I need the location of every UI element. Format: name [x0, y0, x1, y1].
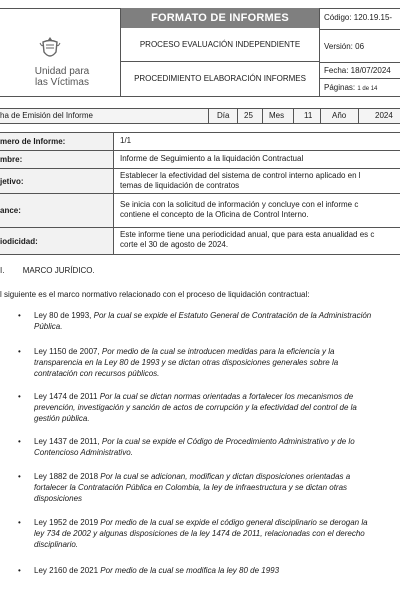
- info-row-scope: [0, 193, 400, 227]
- logo-text-line1: Unidad para: [34, 66, 90, 77]
- bullet-icon: •: [18, 311, 21, 320]
- info-value-line2: contiene el concepto de la Oficina de Control Interno.: [120, 210, 309, 219]
- bullet-icon: •: [18, 437, 21, 446]
- pages-value: 1 de 14: [357, 86, 378, 92]
- doc-version: Versión: 06: [324, 42, 365, 51]
- month-value: 11: [304, 111, 313, 120]
- month-label: Mes: [269, 111, 285, 120]
- info-label: mbre:: [0, 151, 114, 168]
- year-label: Año: [332, 111, 347, 120]
- doc-pages: [324, 83, 377, 92]
- info-row-periodicity: [0, 227, 400, 255]
- bullet-icon: •: [18, 566, 21, 575]
- info-value-line1: Este informe tiene una periodicidad anual, que para esta anualidad es c: [120, 230, 375, 239]
- info-label: jetivo:: [0, 169, 114, 193]
- info-value-line2: temas de liquidación de contratos: [120, 181, 240, 190]
- section-number: I.: [0, 266, 5, 275]
- bullet-icon: •: [18, 472, 21, 481]
- format-title: FORMATO DE INFORMES: [121, 8, 319, 28]
- emission-date-label: ha de Emisión del Informe: [0, 111, 93, 120]
- year-value: 2024: [375, 111, 393, 120]
- info-value-line1: Se inicia con la solicitud de información y concluye con el informe c: [120, 200, 359, 209]
- day-label: Día: [217, 111, 230, 120]
- info-row-name: [0, 150, 400, 168]
- document-header: [0, 8, 400, 98]
- info-value-line2: corte el 30 de agosto de 2024.: [120, 240, 229, 249]
- info-label: iodicidad:: [0, 228, 114, 254]
- doc-code: Código: 120.19.15-: [324, 13, 393, 22]
- pages-label: Páginas:: [324, 83, 356, 92]
- logo-text-line2: las Víctimas: [35, 77, 89, 88]
- section-heading: [0, 266, 95, 275]
- bullet-icon: •: [18, 392, 21, 401]
- info-value: Informe de Seguimiento a la liquidación Contractual: [120, 154, 304, 163]
- info-value-line1: Establecer la efectividad del sistema de control interno aplicado en l: [120, 171, 361, 180]
- bullet-icon: •: [18, 518, 21, 527]
- doc-date: Fecha: 18/07/2024: [324, 66, 391, 75]
- coat-of-arms-icon: [38, 36, 62, 62]
- bullet-icon: •: [18, 347, 21, 356]
- info-label: ance:: [0, 194, 114, 227]
- info-row-objective: [0, 168, 400, 193]
- section-title: MARCO JURÍDICO.: [22, 266, 95, 275]
- intro-paragraph: l siguiente es el marco normativo relacionado con el proceso de liquidación contractual:: [0, 290, 310, 299]
- process-name: PROCESO EVALUACIÓN INDEPENDIENTE: [121, 29, 319, 62]
- procedure-name: PROCEDIMIENTO ELABORACIÓN INFORMES: [134, 74, 306, 83]
- info-value: 1/1: [120, 136, 132, 145]
- document-page: Unidad para las Víctimas FORMATO DE INFORMES PROCESO EVALUACIÓN INDEPENDIENTE PROCEDIMIENTO ELABORACIÓN INFORMES Código: 120.19.15- Versión: 06 Fecha: 18/07/2024 Páginas: 1 de 14 ha de Emisión del Informe Día 25 Mes 11 Año 2024 mero de Informe: 1/1 mbre: Informe de Seguimiento a la liquidación Contractual jetivo: Establecer la efectividad del sistema de control interno aplicado en l temas de liquidación de contratos ance: Se inicia con la solicitud de información y concluye con el informe c contiene el concepto de la Oficina de Control Interno. iodicidad: Este informe tiene una periodicidad anual, que para esta anualidad es c corte el 30 de agosto de 2024. I. MARCO JURÍDICO. l siguiente es el marco normativo relacionado con el proceso de liquidación contractual: • Ley 80 de 1993, Por la cual se expide el Estatuto General de Contratación de la Administración Pública. • Ley 1150 de 2007, Por medio de la cual se introducen medidas para la eficiencia y la transparencia en la Ley 80 de 1993 y se dictan otras disposiciones generales sobre la contratación con recursos públicos. • Ley 1474 de 2011 Por la cual se dictan normas orientadas a fortalecer los mecanismos de prevención, investigación y sanción de actos de corrupción y la efectividad del control de la gestión pública. • Ley 1437 de 2011, Por la cual se expide el Código de Procedimiento Administrativo y de lo Contencioso Administrativo. • Ley 1882 de 2018 Por la cual se adicionan, modifican y dictan disposiciones orientadas a fortalecer la Contratación Pública en Colombia, la ley de infraestructura y se dictan otras disposiciones • Ley 1952 de 2019 Por medio de la cual se expide el código general disciplinario se derogan la ley 734 de 2002 y algunas disposiciones de la ley 1474 de 2011, relacionadas con el derecho disciplinario. • Ley 2160 de 2021 Por medio de la cual se modifica la ley 80 de 1993: [0, 0, 400, 600]
- info-label: mero de Informe:: [0, 133, 114, 150]
- emission-date-row: [0, 108, 400, 124]
- info-row-number: [0, 132, 400, 150]
- day-value: 25: [244, 111, 253, 120]
- logo-block: [0, 8, 121, 96]
- document-control-block: [319, 8, 400, 96]
